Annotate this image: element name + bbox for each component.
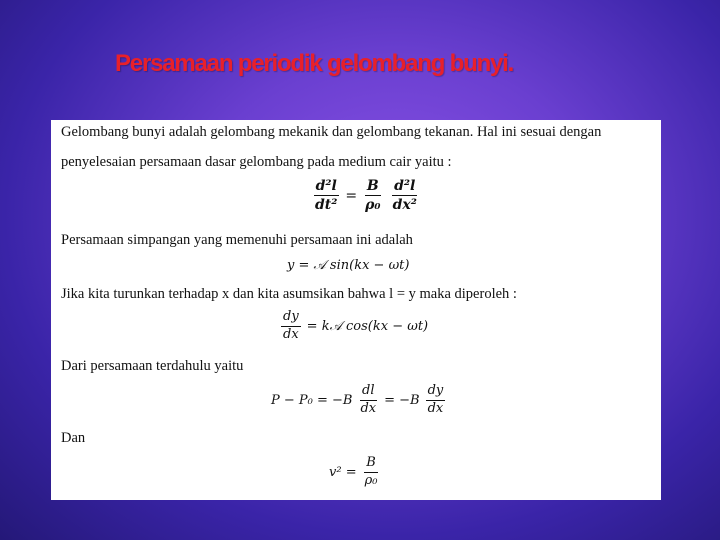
paragraph-2: Persamaan simpangan yang memenuhi persamaan ini adalah: [61, 232, 413, 248]
paragraph-1-line-2: penyelesaian persamaan dasar gelombang pada medium cair yaitu :: [61, 154, 452, 170]
paragraph-1-line-1: Gelombang bunyi adalah gelombang mekanik dan gelombang tekanan. Hal ini sesuai dengan: [61, 124, 602, 140]
paragraph-5: Dan: [61, 430, 86, 446]
equation-velocity: v² = $\frac{B}{\text{ρ₀}}$: [329, 455, 378, 488]
paragraph-4: Dari persamaan terdahulu yaitu: [61, 358, 244, 374]
paragraph-3: Jika kita turunkan terhadap x dan kita asumsikan bahwa l = y maka diperoleh :: [61, 286, 517, 302]
equation-wave: $\frac{\text{d²l}}{\text{dt²}}$ = $\frac{B}{\text{ρ₀}}$ $\frac{\text{d²l}}{\text{dx²}}$: [315, 178, 417, 214]
equation-derivative: $\frac{dy}{dx}$ = k𝒜 cos(kx − ωt): [283, 309, 429, 342]
content-panel: [51, 120, 661, 500]
equation-pressure: P − P₀ = −B $\frac{dl}{dx}$ = −B $\frac{dy}{dx}$: [271, 383, 444, 416]
slide-title: Persamaan periodik gelombang bunyi.: [115, 50, 514, 77]
equation-displacement: y = 𝒜 sin(kx − ωt): [287, 258, 410, 273]
